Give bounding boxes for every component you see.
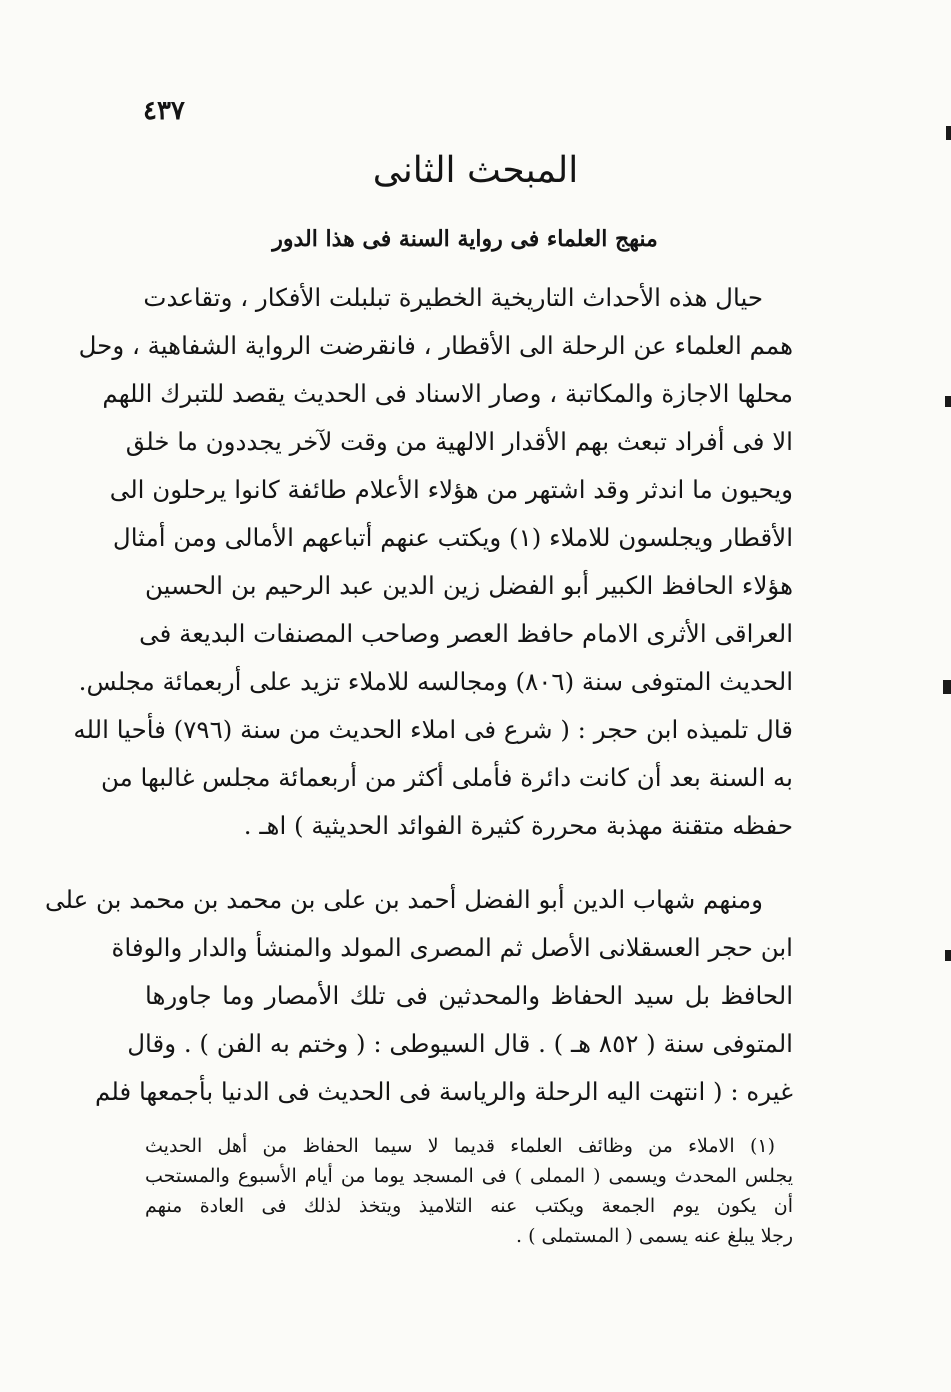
section-subtitle: منهج العلماء فى رواية السنة فى هذا الدور bbox=[272, 226, 658, 252]
text-line: قال تلميذه ابن حجر : ( شرع فى املاء الحديث من سنة (٧٩٦) فأحيا الله bbox=[73, 715, 793, 744]
scan-edge-mark bbox=[946, 126, 951, 140]
text-line: الحديث المتوفى سنة (٨٠٦) ومجالسه للاملاء تزيد على أربعمائة مجلس. bbox=[78, 667, 793, 696]
scan-edge-mark bbox=[943, 680, 951, 694]
text-line: همم العلماء عن الرحلة الى الأقطار ، فانقرضت الرواية الشفاهية ، وحل bbox=[78, 331, 793, 360]
text-line: غيره : ( انتهت اليه الرحلة والرياسة فى الحديث فى الدنيا بأجمعها فلم bbox=[95, 1077, 793, 1106]
main-text bbox=[45, 274, 793, 1116]
footnote bbox=[145, 1131, 793, 1251]
text-line: محلها الاجازة والمكاتبة ، وصار الاسناد فى الحديث يقصد للتبرك اللهم bbox=[102, 379, 793, 408]
text-line: حفظه متقنة مهذبة محررة كثيرة الفوائد الحديثية ) اهـ . bbox=[243, 811, 793, 840]
footnote-line: أن يكون يوم الجمعة ويكتب عنه التلاميذ ويتخذ لذلك فى العادة منهم bbox=[145, 1195, 793, 1217]
paragraph-gap bbox=[145, 850, 793, 876]
text-line: الأقطار ويجلسون للاملاء (١) ويكتب عنهم أتباعهم الأمالى ومن أمثال bbox=[112, 523, 793, 552]
text-line: ومنهم شهاب الدين أبو الفضل أحمد بن على بن محمد بن محمد بن على bbox=[45, 885, 763, 914]
footnote-line: رجلا يبلغ عنه يسمى ( المستملى ) . bbox=[516, 1225, 793, 1247]
text-line: به السنة بعد أن كانت دائرة فأملى أكثر من أربعمائة مجلس غالبها من bbox=[100, 763, 793, 792]
text-line: المتوفى سنة ( ٨٥٢ هـ ) . قال السيوطى : ( وختم به الفن ) . وقال bbox=[127, 1029, 793, 1058]
scan-edge-mark bbox=[945, 950, 951, 961]
chapter-title: المبحث الثانى bbox=[372, 150, 579, 191]
text-line: الا فى أفراد تبعث بهم الأقدار الالهية من وقت لآخر يجددون ما خلق bbox=[125, 427, 793, 456]
text-line: العراقى الأثرى الامام حافظ العصر وصاحب المصنفات البديعة فى bbox=[139, 619, 793, 648]
text-line: الحافظ بل سيد الحفاظ والمحدثين فى تلك الأمصار وما جاورها bbox=[145, 981, 793, 1010]
text-line: حيال هذه الأحداث التاريخية الخطيرة تبلبلت الأفكار ، وتقاعدت bbox=[143, 283, 763, 312]
page-number: ٤٣٧ bbox=[143, 96, 185, 126]
footnote-line: يجلس المحدث ويسمى ( المملى ) فى المسجد يوما من أيام الأسبوع والمستحب bbox=[145, 1165, 793, 1187]
text-line: ابن حجر العسقلانى الأصل ثم المصرى المولد والمنشأ والدار والوفاة bbox=[111, 933, 793, 962]
scan-edge-mark bbox=[945, 396, 951, 407]
footnote-line: (١) الاملاء من وظائف العلماء قديما لا سيما الحفاظ من أهل الحديث bbox=[145, 1135, 775, 1157]
text-line: هؤلاء الحافظ الكبير أبو الفضل زين الدين عبد الرحيم بن الحسين bbox=[145, 571, 793, 600]
text-line: ويحيون ما اندثر وقد اشتهر من هؤلاء الأعلام طائفة كانوا يرحلون الى bbox=[109, 475, 793, 504]
